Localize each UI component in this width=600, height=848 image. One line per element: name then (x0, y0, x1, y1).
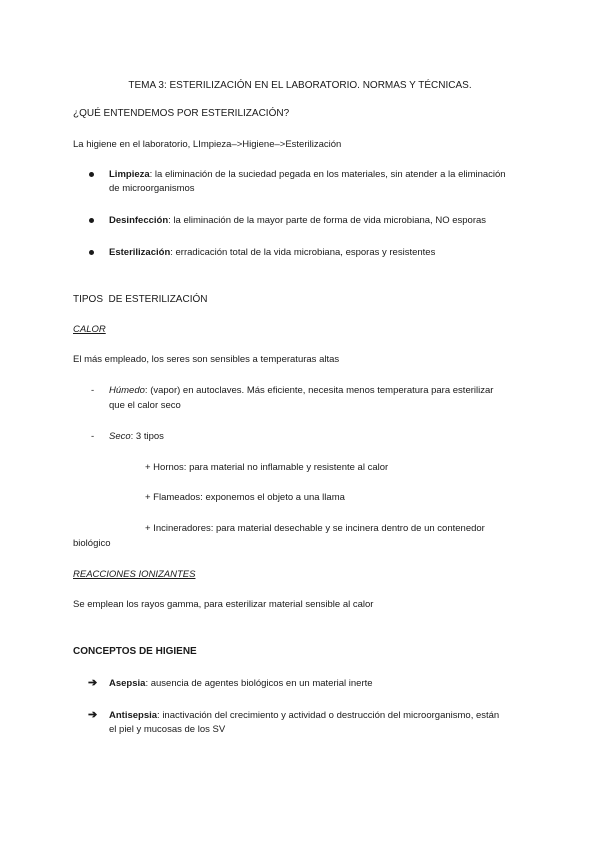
bullet-dot (89, 218, 94, 223)
intro-text: La higiene en el laboratorio, LImpieza–>Higiene–>Esterilización (73, 139, 342, 150)
item-asepsia (109, 677, 373, 691)
term-humedo: Húmedo (109, 385, 145, 396)
term-esterilizacion: Esterilización (109, 247, 171, 258)
document-title: TEMA 3: ESTERILIZACIÓN EN EL LABORATORIO. NORMAS Y TÉCNICAS. (128, 80, 472, 91)
section-heading-esterilizacion: ¿QUÉ ENTENDEMOS POR ESTERILIZACIÓN? (73, 108, 290, 119)
term-seco: Seco (109, 431, 131, 442)
subitem-flameados: + Flameados: exponemos el objeto a una llama (145, 492, 345, 503)
subitem-incineradores: + Incineradores: para material desechable y se incinera dentro de un contenedor (145, 523, 485, 534)
bullet-dot (89, 172, 94, 177)
term-antisepsia: Antisepsia (109, 710, 158, 721)
calor-intro: El más empleado, los seres son sensibles a temperaturas altas (73, 354, 340, 365)
definition-seco: : 3 tipos (130, 431, 164, 442)
arrow-right-icon: ➔ (88, 677, 98, 689)
reacciones-text: Se emplean los rayos gamma, para esterilizar material sensible al calor (73, 599, 374, 610)
item-humedo-cont: que el calor seco (109, 400, 181, 411)
definition-antisepsia: : inactivación del crecimiento y actividad o destrucción del microorganismo, están (157, 710, 500, 721)
subitem-incineradores-cont: biológico (73, 538, 111, 549)
bullet-dot (89, 250, 94, 255)
definition-desinfeccion: : la eliminación de la mayor parte de forma de vida microbiana, NO esporas (168, 215, 487, 226)
bullet-item-desinfeccion (109, 214, 486, 228)
item-seco (109, 430, 164, 444)
item-humedo (109, 384, 493, 398)
definition-humedo: : (vapor) en autoclaves. Más eficiente, necesita menos temperatura para esterilizar (144, 385, 494, 396)
subheading-calor: CALOR (73, 324, 106, 335)
section-heading-tipos: TIPOS DE ESTERILIZACIÓN (73, 294, 208, 305)
bullet-item-limpieza-cont: de microorganismos (109, 183, 195, 194)
arrow-right-icon: ➔ (88, 709, 98, 721)
dash-marker: - (91, 385, 95, 396)
term-asepsia: Asepsia (109, 678, 146, 689)
bullet-item-esterilizacion (109, 246, 435, 260)
definition-limpieza: : la eliminación de la suciedad pegada en los materiales, sin atender a la eliminación (149, 169, 506, 180)
term-limpieza: Limpieza (109, 169, 150, 180)
dash-marker: - (91, 431, 95, 442)
term-desinfeccion: Desinfección (109, 215, 169, 226)
item-antisepsia-cont: el piel y mucosas de los SV (109, 724, 226, 735)
definition-esterilizacion: : erradicación total de la vida microbiana, esporas y resistentes (170, 247, 436, 258)
subitem-hornos: + Hornos: para material no inflamable y resistente al calor (145, 462, 389, 473)
item-antisepsia (109, 709, 499, 723)
definition-asepsia: : ausencia de agentes biológicos en un material inerte (145, 678, 373, 689)
section-heading-conceptos: CONCEPTOS DE HIGIENE (73, 646, 197, 657)
bullet-item-limpieza (109, 168, 506, 182)
subheading-reacciones-ionizantes: REACCIONES IONIZANTES (73, 569, 196, 580)
